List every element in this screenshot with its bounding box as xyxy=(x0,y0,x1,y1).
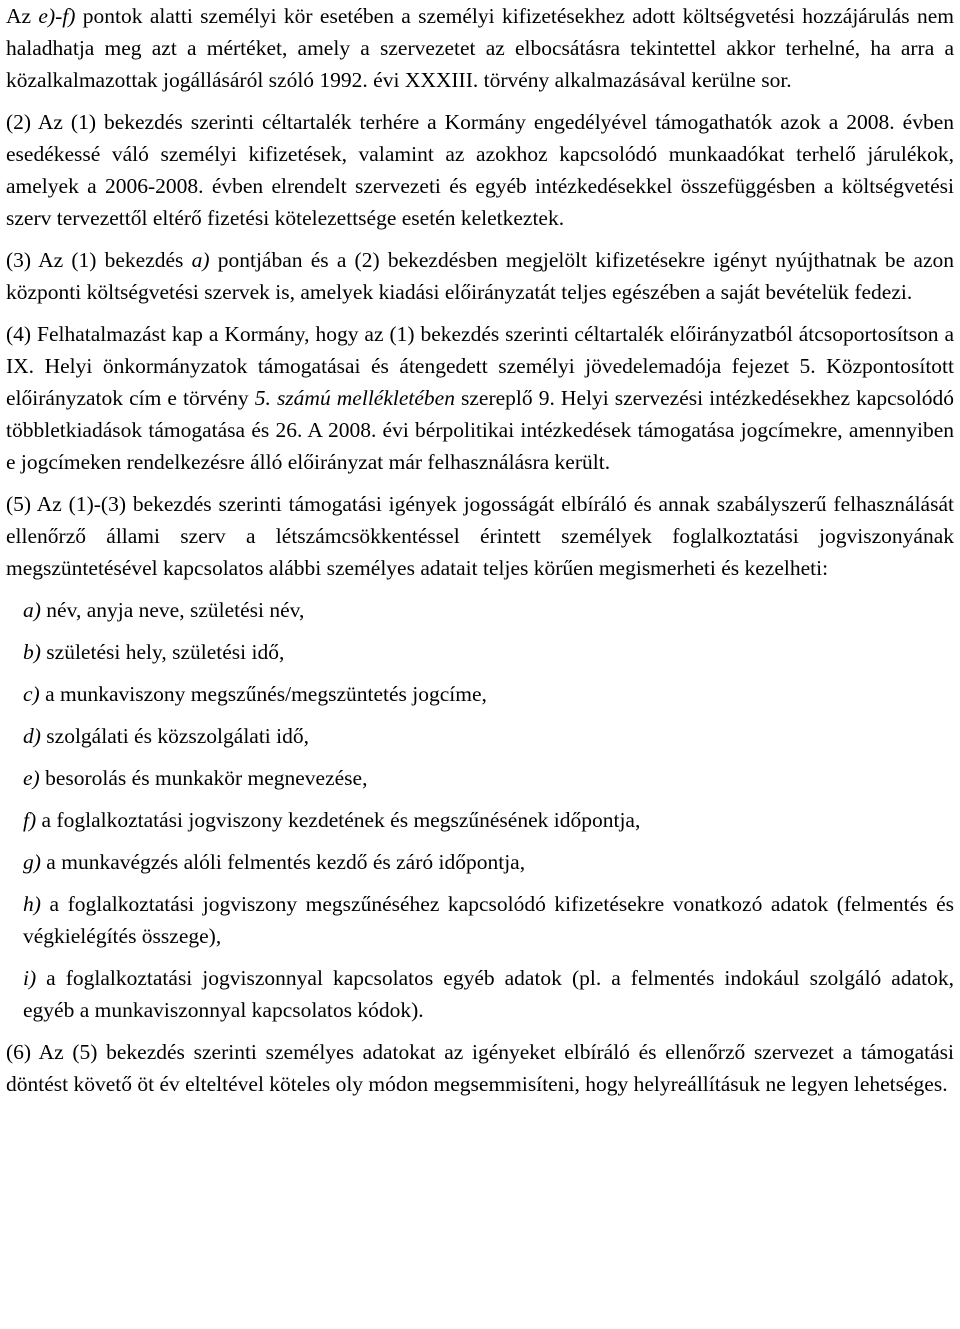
list-item xyxy=(6,804,954,836)
list-marker: b) xyxy=(23,640,41,664)
list-marker: e) xyxy=(23,766,40,790)
paragraph-text: pontok alatti személyi kör esetében a személyi kifizetésekhez adott költségvetési hozzájárulás nem haladhatja meg azt a mértéket, amely a szervezetet az elbocsátásra tekintettel akkor terhelné, ha arra a közalkalmazottak jogállásáról szóló 1992. évi XXXIII. törvény alkalmazásával kerülne sor. xyxy=(6,4,954,92)
list-item-text: név, anyja neve, születési név, xyxy=(40,598,305,622)
list-marker: h) xyxy=(23,892,41,916)
paragraph-3 xyxy=(6,244,954,308)
list-marker: g) xyxy=(23,850,41,874)
point-reference: e)-f) xyxy=(38,4,76,28)
list-item xyxy=(6,962,954,1026)
paragraph-2: (2) Az (1) bekezdés szerinti céltartalék terhére a Kormány engedélyével támogathatók azok a 2008. évben esedékessé váló személyi kifizetések, valamint az azokhoz kapcsolódó munkaadókat terhelő járulékok, amelyek a 2006-2008. évben elrendelt szervezeti és egyéb intézkedésekkel összefüggésben a költségvetési szerv tervezettől eltérő fizetési kötelezettsége esetén keletkeztek. xyxy=(6,110,954,230)
paragraph-5: (5) Az (1)-(3) bekezdés szerinti támogatási igények jogosságát elbíráló és annak szabályszerű felhasználását ellenőrző állami szerv a létszámcsökkentéssel érintett személyek foglalkoztatási jogviszonyának megszüntetésével kapcsolatos alábbi személyes adatait teljes körűen megismerheti és kezelheti: xyxy=(6,492,954,580)
list-item-text: a foglalkoztatási jogviszony kezdetének és megszűnésének időpontja, xyxy=(36,808,641,832)
list-item-text: szolgálati és közszolgálati idő, xyxy=(40,724,309,748)
list-marker: d) xyxy=(23,724,41,748)
paragraph-text: (3) Az (1) bekezdés xyxy=(6,248,192,272)
list-item xyxy=(6,678,954,710)
list-item-text: a munkavégzés alóli felmentés kezdő és záró időpontja, xyxy=(40,850,526,874)
paragraph-4 xyxy=(6,318,954,478)
list-item-text: a foglalkoztatási jogviszonnyal kapcsolatos egyéb adatok (pl. a felmentés indokául szolgáló adatok, egyéb a munkaviszonnyal kapcsolatos kódok). xyxy=(23,966,954,1022)
list-marker: c) xyxy=(23,682,40,706)
list-marker: a) xyxy=(23,598,41,622)
personal-data-list xyxy=(6,594,954,1026)
paragraph-6: (6) Az (5) bekezdés szerinti személyes adatokat az igényeket elbíráló és ellenőrző szervezet a támogatási döntést követő öt év elteltével köteles oly módon megsemmisíteni, hogy helyreállításuk ne legyen lehetséges. xyxy=(6,1040,954,1096)
list-marker: i) xyxy=(23,966,37,990)
point-reference: a) xyxy=(191,248,210,272)
paragraph-text: (4) Felhatalmazást kap a Kormány, hogy az (1) bekezdés szerinti céltartalék előirányzatból átcsoportosítson a IX. Helyi önkormányzatok támogatásai és átengedett személyi jövedelemadója fejezet 5. Központosított előirányzatok cím e törvény xyxy=(6,322,954,410)
list-marker: f) xyxy=(23,808,37,832)
paragraph-text: szereplő 9. Helyi szervezési intézkedésekhez kapcsolódó többletkiadások támogatása és 26. A 2008. évi bérpolitikai intézkedések támogatása jogcímekre, amennyiben e jogcímeken rendelkezésre álló előirányzat már felhasználásra került. xyxy=(6,386,955,474)
list-item-text: a foglalkoztatási jogviszony megszűnéséhez kapcsolódó kifizetésekre vonatkozó adatok (felmentés és végkielégítés összege), xyxy=(23,892,954,948)
list-item xyxy=(6,720,954,752)
list-item-text: születési hely, születési idő, xyxy=(40,640,285,664)
annex-reference: 5. számú mellékletében xyxy=(254,386,455,410)
list-item xyxy=(6,846,954,878)
list-item-text: besorolás és munkakör megnevezése, xyxy=(39,766,368,790)
paragraph-text: pontjában és a (2) bekezdésben megjelölt kifizetésekre igényt nyújthatnak be azon központi költségvetési szervek is, amelyek kiadási előirányzatát teljes egészében a saját bevételük fedezi. xyxy=(6,248,955,304)
paragraph-text: Az xyxy=(6,4,39,28)
list-item xyxy=(6,888,954,952)
list-item xyxy=(6,594,954,626)
list-item xyxy=(6,762,954,794)
list-item-text: a munkaviszony megszűnés/megszüntetés jogcíme, xyxy=(39,682,487,706)
paragraph-intro xyxy=(6,0,954,96)
list-item xyxy=(6,636,954,668)
